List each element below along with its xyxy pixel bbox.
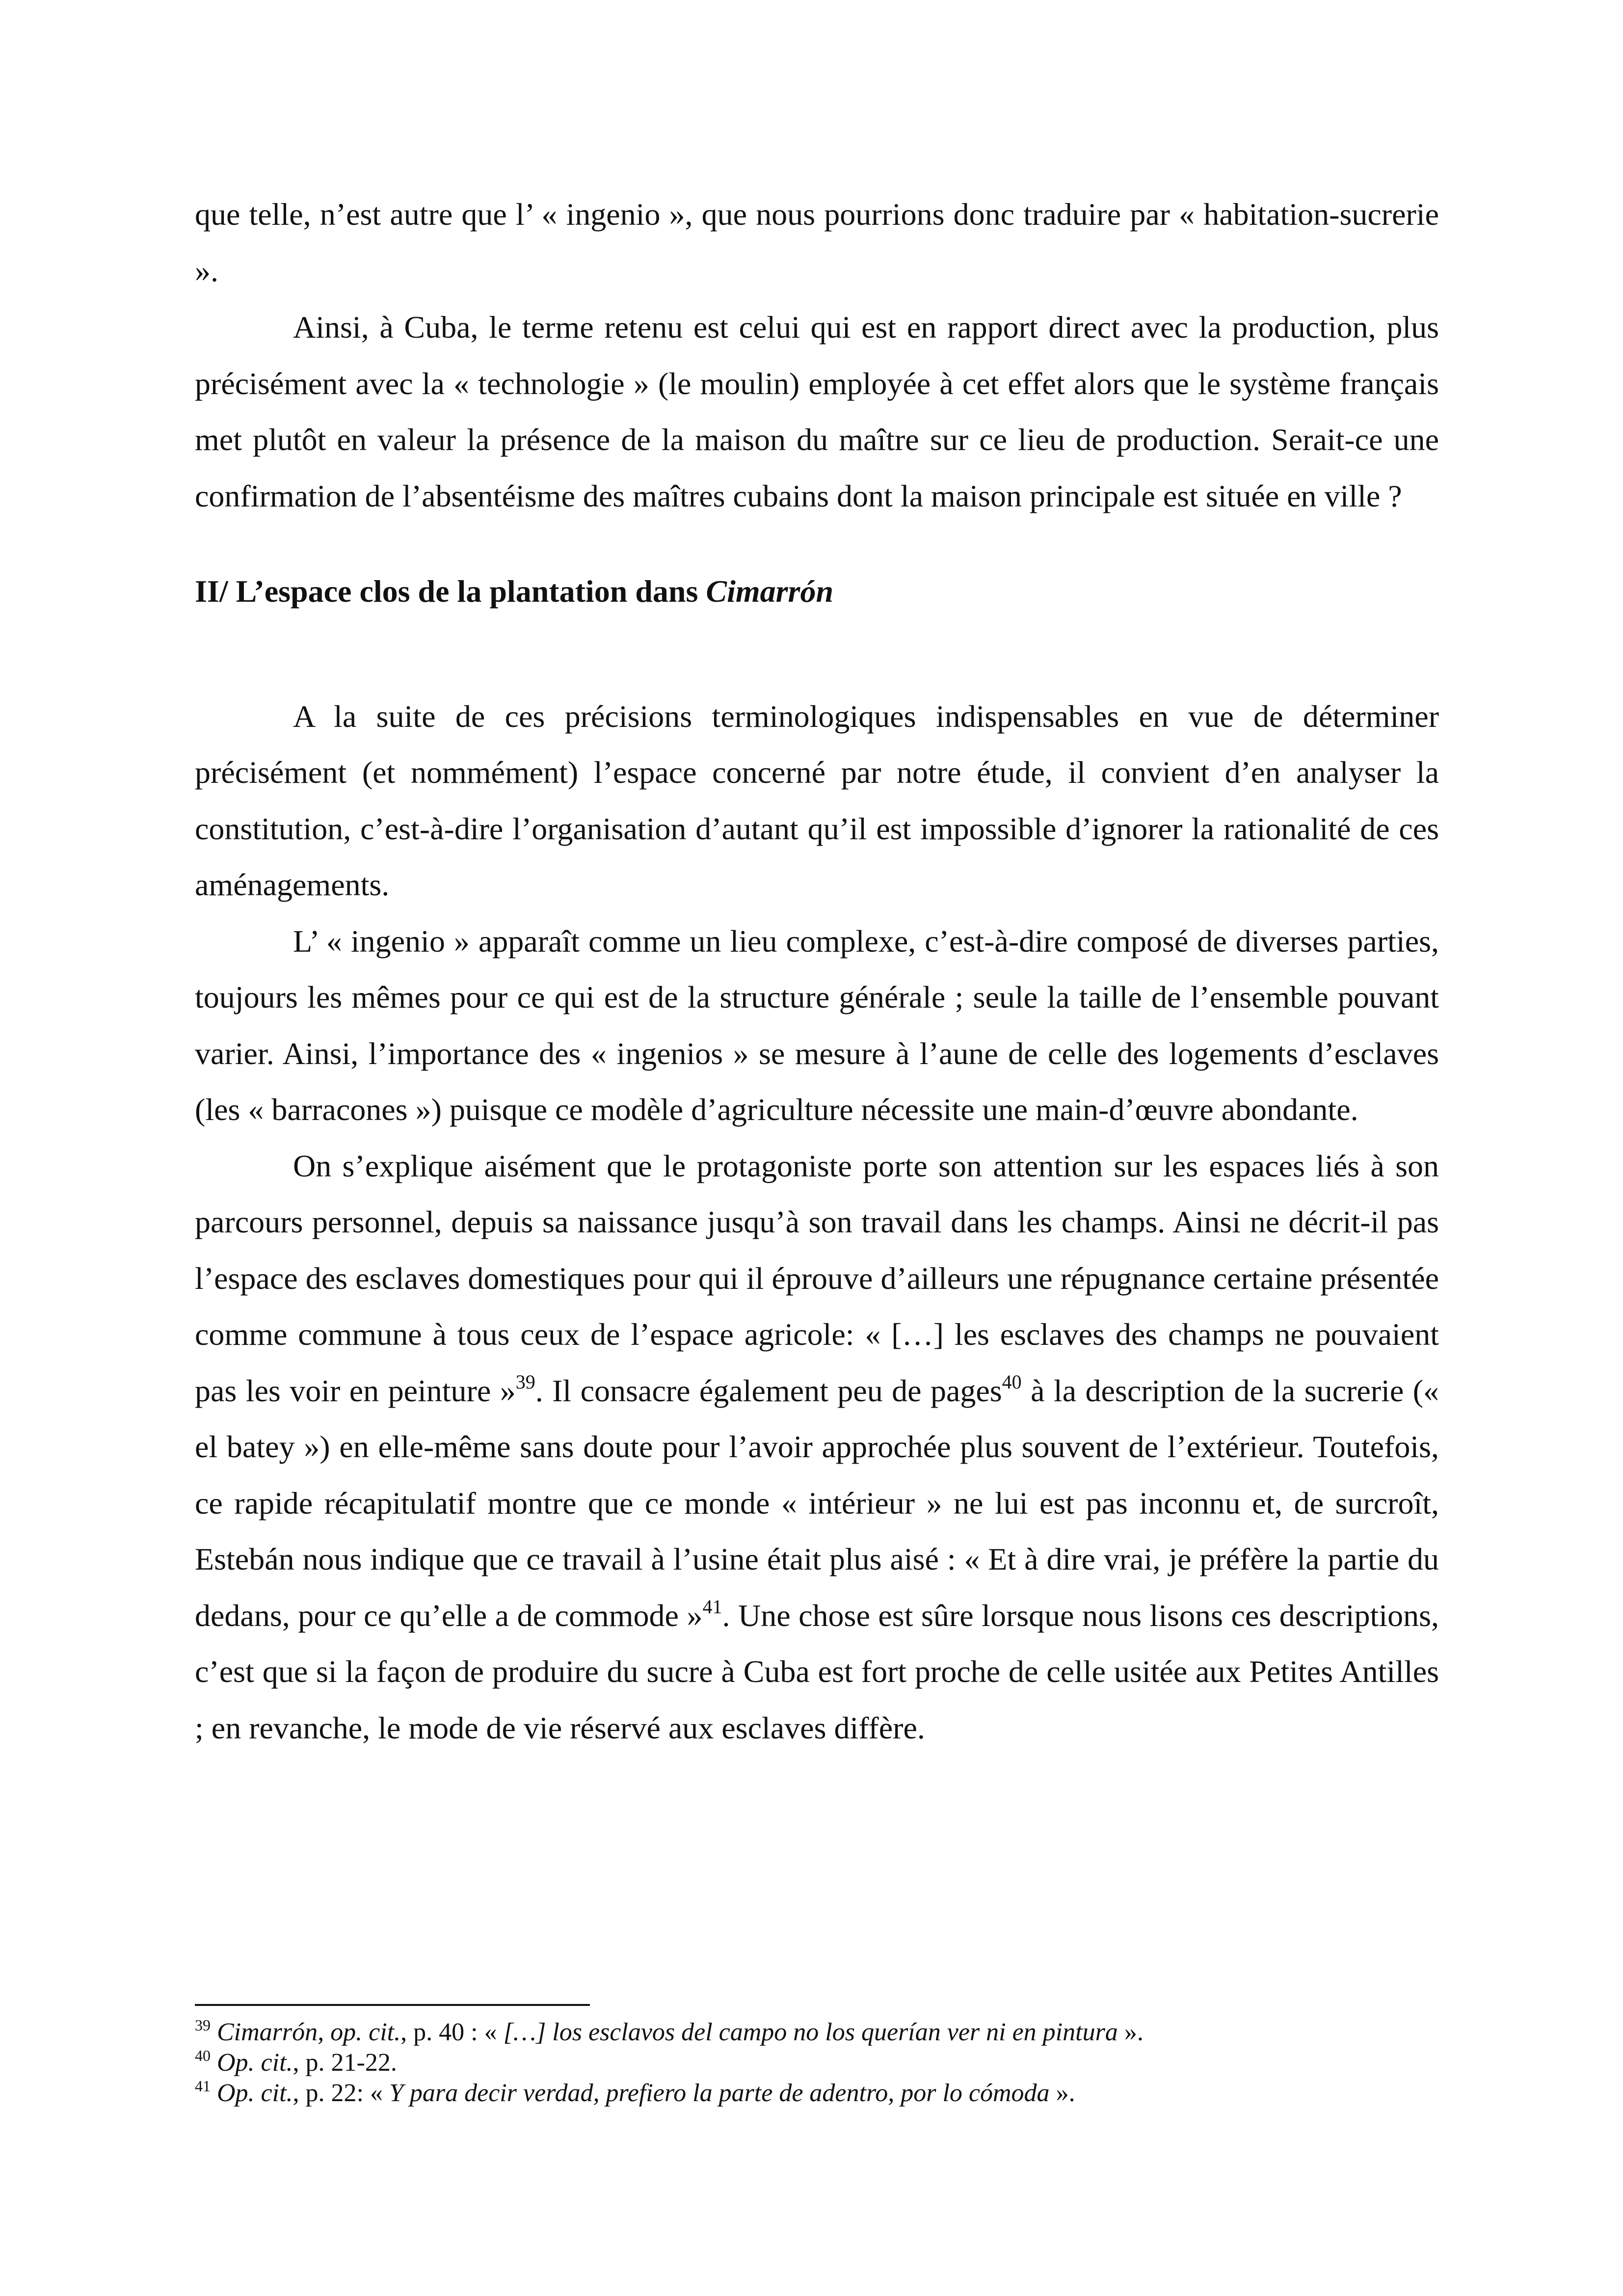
section-heading xyxy=(195,563,1439,620)
footnote-locator: , p. 22: « xyxy=(293,2079,389,2107)
footnote-ref[interactable]: 39 xyxy=(515,1370,535,1393)
footnote-41 xyxy=(195,2078,1439,2109)
footnote-ref[interactable]: 40 xyxy=(1002,1370,1022,1393)
footnote-closing: ». xyxy=(1117,2018,1144,2046)
footnote-source: Op. cit. xyxy=(217,2049,293,2077)
paragraph-text-part: On s’explique aisément que le protagoniste porte son attention sur les espaces liés à son parcours personnel, depuis sa naissance jusqu’à son travail dans les champs. Ainsi ne décrit-il pas l’espace des esclaves domestiques pour qui il éprouve d’ailleurs une répugnance certaine présentée comme commune à tous ceux de l’espace agricole: « […] les esclaves des champs ne pouvaient pas les voir en peinture » xyxy=(195,1148,1439,1408)
footnote-ref[interactable]: 41 xyxy=(702,1595,722,1618)
section-heading-text: II/ L’espace clos de la plantation dans xyxy=(195,574,706,609)
footnote-40 xyxy=(195,2048,1439,2078)
footnote-number: 39 xyxy=(195,2016,211,2034)
paragraph-protagonist-spaces xyxy=(195,1138,1439,1757)
footnote-locator: , p. 21-22. xyxy=(293,2049,397,2077)
footnote-39 xyxy=(195,2017,1439,2048)
paragraph-text-part: . Une chose est sûre lorsque nous lisons ces descriptions, c’est que si la façon de produire du sucre à Cuba est fort proche de celle usitée aux Petites Antilles ; en revanche, le mode de vie réservé aux esclaves diffère. xyxy=(195,1598,1439,1745)
footnote-locator: , p. 40 : « xyxy=(400,2018,504,2046)
footnote-source: Cimarrón, op. cit. xyxy=(217,2018,401,2046)
footnote-closing: ». xyxy=(1049,2079,1075,2107)
footnote-number: 40 xyxy=(195,2047,211,2064)
footnote-quote: […] los esclavos del campo no los querían ver ni en pintura xyxy=(503,2018,1118,2046)
section-heading-title: Cimarrón xyxy=(706,574,834,609)
paragraph-text-part: . Il consacre également peu de pages xyxy=(535,1373,1002,1408)
footnote-quote: Y para decir verdad, prefiero la parte de adentro, por lo cómoda xyxy=(389,2079,1050,2107)
paragraph-continuation: que telle, n’est autre que l’ « ingenio », que nous pourrions donc traduire par « habitation-sucrerie ». xyxy=(195,197,1439,288)
paragraph-terminology-followup: A la suite de ces précisions terminologiques indispensables en vue de déterminer précisément (et nommément) l’espace concerné par notre étude, il convient d’en analyser la constitution, c’est-à-dire l’organisation d’autant qu’il est impossible d’ignorer la rationalité de ces aménagements. xyxy=(195,698,1439,902)
body-text xyxy=(195,187,1439,1756)
footnotes xyxy=(195,2017,1439,2109)
paragraph-ingenio-structure: L’ « ingenio » apparaît comme un lieu complexe, c’est-à-dire composé de diverses parties, toujours les mêmes pour ce qui est de la structure générale ; seule la taille de l’ensemble pouvant varier. Ainsi, l’importance des « ingenios » se mesure à l’aune de celle des logements d’esclaves (les « barracones ») puisque ce modèle d’agriculture nécessite une main-d’œuvre abondante. xyxy=(195,923,1439,1127)
footnote-number: 41 xyxy=(195,2077,211,2095)
footnote-separator xyxy=(195,2004,590,2006)
paragraph-text-part: à la description de la sucrerie (« el batey ») en elle-même sans doute pour l’avoir approchée plus souvent de l’extérieur. Toutefois, ce rapide récapitulatif montre que ce monde « intérieur » ne lui est pas inconnu et, de surcroît, Estebán nous indique que ce travail à l’usine était plus aisé : « Et à dire vrai, je préfère la partie du dedans, pour ce qu’elle a de commode » xyxy=(195,1373,1439,1633)
footnote-source: Op. cit. xyxy=(217,2079,293,2107)
paragraph-cuba-terminology: Ainsi, à Cuba, le terme retenu est celui qui est en rapport direct avec la production, plus précisément avec la « technologie » (le moulin) employée à cet effet alors que le système français met plutôt en valeur la présence de la maison du maître sur ce lieu de production. Serait-ce une confirmation de l’absentéisme des maîtres cubains dont la maison principale est située en ville ? xyxy=(195,310,1439,513)
